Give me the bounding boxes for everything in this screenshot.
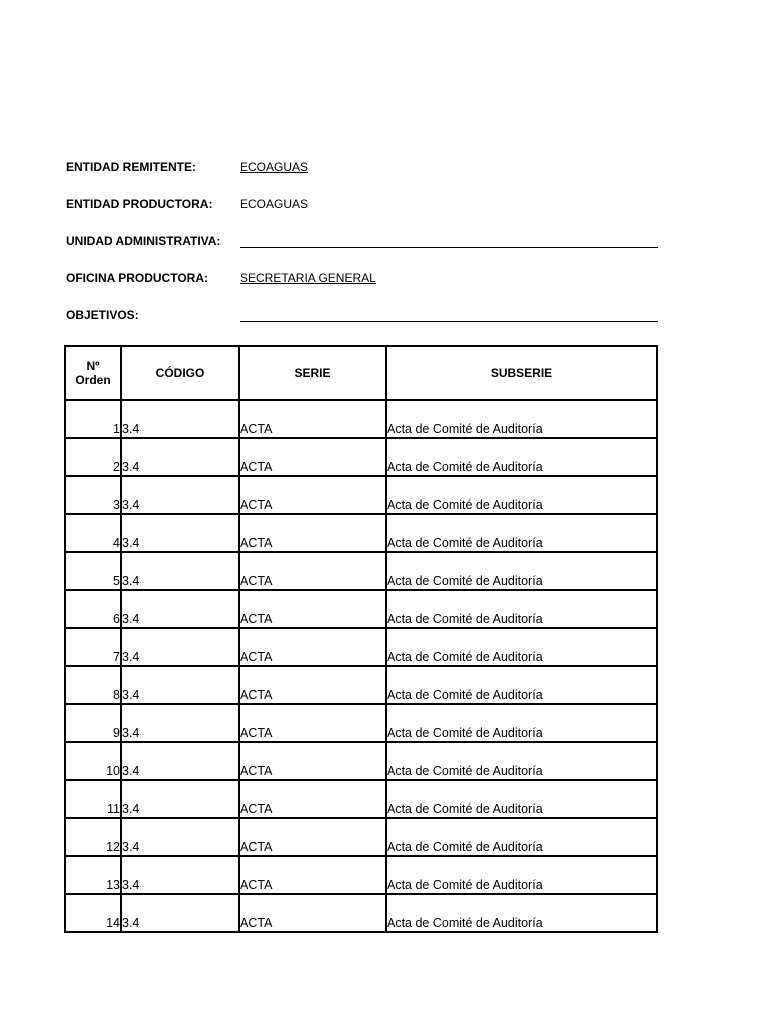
cell-orden: 3 <box>65 476 121 514</box>
table-header-row <box>65 346 657 400</box>
cell-subserie: Acta de Comité de Auditoría <box>386 476 657 514</box>
unidad-administrativa-blank-line <box>240 247 658 248</box>
cell-codigo: 3.4 <box>121 704 239 742</box>
cell-codigo: 3.4 <box>121 856 239 894</box>
cell-serie: ACTA <box>239 780 386 818</box>
cell-subserie: Acta de Comité de Auditoría <box>386 514 657 552</box>
field-unidad-administrativa <box>66 234 658 271</box>
unidad-administrativa-label: UNIDAD ADMINISTRATIVA: <box>66 234 221 248</box>
cell-serie: ACTA <box>239 894 386 932</box>
cell-subserie: Acta de Comité de Auditoría <box>386 704 657 742</box>
cell-subserie: Acta de Comité de Auditoría <box>386 628 657 666</box>
cell-codigo: 3.4 <box>121 476 239 514</box>
cell-codigo: 3.4 <box>121 894 239 932</box>
column-header-subserie: SUBSERIE <box>386 346 657 400</box>
entidad-productora-label: ENTIDAD PRODUCTORA: <box>66 197 213 211</box>
entidad-remitente-label: ENTIDAD REMITENTE: <box>66 160 196 174</box>
cell-codigo: 3.4 <box>121 780 239 818</box>
cell-serie: ACTA <box>239 704 386 742</box>
cell-orden: 4 <box>65 514 121 552</box>
field-objetivos <box>66 308 658 345</box>
cell-serie: ACTA <box>239 628 386 666</box>
column-header-orden-line2: Orden <box>75 373 111 387</box>
cell-serie: ACTA <box>239 514 386 552</box>
cell-orden: 11 <box>65 780 121 818</box>
cell-subserie: Acta de Comité de Auditoría <box>386 400 657 438</box>
cell-codigo: 3.4 <box>121 742 239 780</box>
cell-subserie: Acta de Comité de Auditoría <box>386 856 657 894</box>
cell-subserie: Acta de Comité de Auditoría <box>386 552 657 590</box>
cell-orden: 1 <box>65 400 121 438</box>
inventory-table <box>64 345 658 933</box>
table-row <box>65 438 657 476</box>
field-oficina-productora <box>66 271 658 308</box>
cell-codigo: 3.4 <box>121 400 239 438</box>
cell-orden: 9 <box>65 704 121 742</box>
cell-codigo: 3.4 <box>121 666 239 704</box>
cell-subserie: Acta de Comité de Auditoría <box>386 590 657 628</box>
table-row <box>65 666 657 704</box>
cell-codigo: 3.4 <box>121 514 239 552</box>
cell-subserie: Acta de Comité de Auditoría <box>386 780 657 818</box>
cell-serie: ACTA <box>239 400 386 438</box>
cell-serie: ACTA <box>239 438 386 476</box>
cell-serie: ACTA <box>239 856 386 894</box>
cell-codigo: 3.4 <box>121 438 239 476</box>
cell-subserie: Acta de Comité de Auditoría <box>386 894 657 932</box>
entidad-productora-value: ECOAGUAS <box>240 197 309 211</box>
field-entidad-remitente <box>66 160 658 197</box>
cell-serie: ACTA <box>239 476 386 514</box>
cell-codigo: 3.4 <box>121 590 239 628</box>
oficina-productora-label: OFICINA PRODUCTORA: <box>66 271 208 285</box>
column-header-serie: SERIE <box>239 346 386 400</box>
table-row <box>65 476 657 514</box>
table-row <box>65 552 657 590</box>
cell-subserie: Acta de Comité de Auditoría <box>386 666 657 704</box>
column-header-codigo: CÓDIGO <box>121 346 239 400</box>
cell-codigo: 3.4 <box>121 628 239 666</box>
table-row <box>65 742 657 780</box>
cell-orden: 10 <box>65 742 121 780</box>
column-header-orden-line1: Nº <box>86 359 100 373</box>
oficina-productora-value: SECRETARIA GENERAL <box>240 271 376 285</box>
cell-orden: 2 <box>65 438 121 476</box>
objetivos-blank-line <box>240 321 658 322</box>
cell-serie: ACTA <box>239 552 386 590</box>
cell-orden: 5 <box>65 552 121 590</box>
table-row <box>65 818 657 856</box>
cell-orden: 14 <box>65 894 121 932</box>
cell-orden: 12 <box>65 818 121 856</box>
table-row <box>65 400 657 438</box>
header-info <box>66 160 658 345</box>
table-row <box>65 628 657 666</box>
cell-serie: ACTA <box>239 742 386 780</box>
table-row <box>65 704 657 742</box>
column-header-orden <box>65 346 121 400</box>
table-row <box>65 780 657 818</box>
table-row <box>65 514 657 552</box>
cell-serie: ACTA <box>239 818 386 856</box>
table-row <box>65 856 657 894</box>
cell-orden: 8 <box>65 666 121 704</box>
cell-subserie: Acta de Comité de Auditoría <box>386 818 657 856</box>
field-entidad-productora <box>66 197 658 234</box>
entidad-remitente-value: ECOAGUAS <box>240 160 309 174</box>
cell-codigo: 3.4 <box>121 818 239 856</box>
cell-serie: ACTA <box>239 666 386 704</box>
cell-orden: 6 <box>65 590 121 628</box>
cell-orden: 13 <box>65 856 121 894</box>
cell-codigo: 3.4 <box>121 552 239 590</box>
cell-subserie: Acta de Comité de Auditoría <box>386 742 657 780</box>
table-row <box>65 894 657 932</box>
cell-orden: 7 <box>65 628 121 666</box>
cell-subserie: Acta de Comité de Auditoría <box>386 438 657 476</box>
objetivos-label: OBJETIVOS: <box>66 308 139 322</box>
table-row <box>65 590 657 628</box>
cell-serie: ACTA <box>239 590 386 628</box>
